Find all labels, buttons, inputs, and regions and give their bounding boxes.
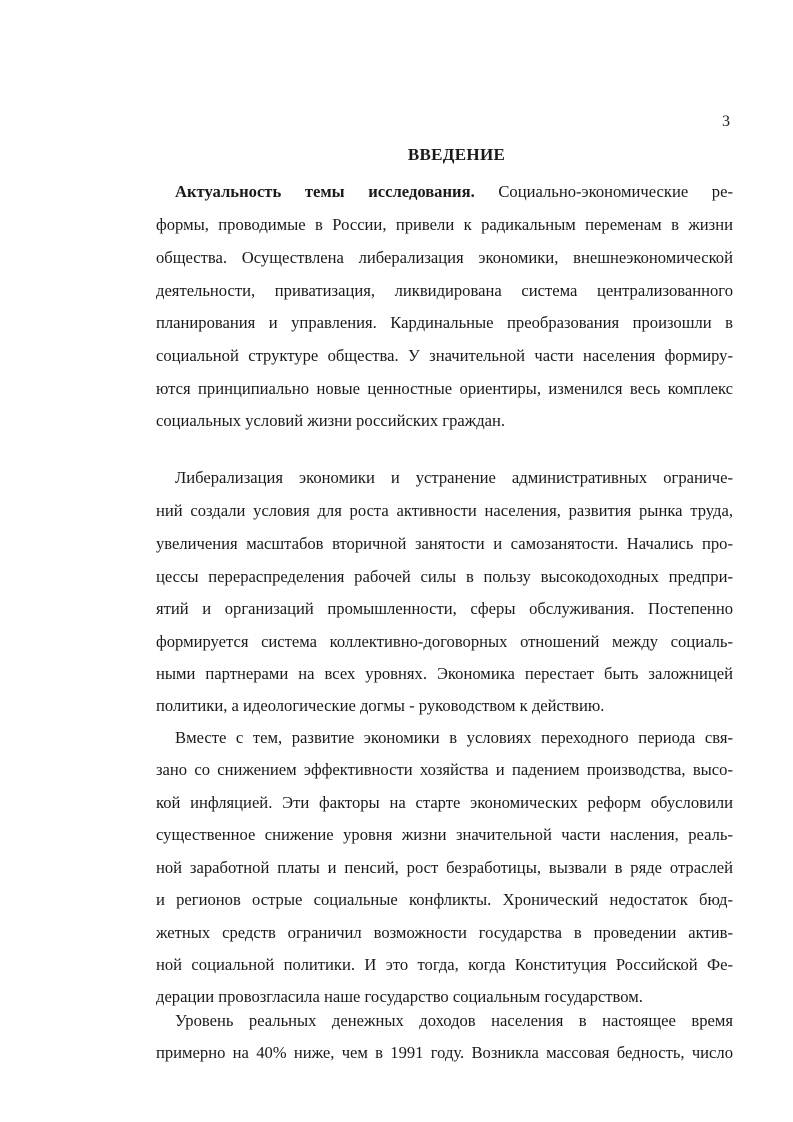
line-text: дерации провозгласила наше государство социальным государством. — [156, 987, 643, 1006]
line-text: формы, проводимые в России, привели к радикальным переменам в жизни — [156, 215, 733, 234]
text-line — [156, 631, 733, 653]
line-text: жетных средств ограничил возможности государства в проведении актив- — [156, 923, 733, 942]
line-text: общества. Осуществлена либерализация экономики, внешнеэкономической — [156, 248, 733, 267]
page-number: 3 — [722, 113, 730, 130]
line-text: ной заработной платы и пенсий, рост безработицы, вызвали в ряде отраслей — [156, 858, 733, 877]
text-line — [156, 247, 733, 269]
text-line — [156, 824, 733, 846]
section-heading: ВВЕДЕНИЕ — [407, 145, 506, 164]
text-line — [156, 378, 733, 400]
line-text: Социально-экономические ре- — [498, 182, 733, 201]
text-line — [175, 181, 733, 203]
line-text: Либерализация экономики и устранение административных ограниче- — [175, 468, 733, 487]
line-text: цессы перераспределения рабочей силы в пользу высокодоходных предпри- — [156, 567, 733, 586]
text-line — [156, 533, 733, 555]
line-text: социальной структуре общества. У значительной части населения формиру- — [156, 346, 733, 365]
line-text: ной социальной политики. И это тогда, когда Конституция Российской Фе- — [156, 955, 733, 974]
line-text: ний создали условия для роста активности населения, развития рынка труда, — [156, 501, 733, 520]
line-text: деятельности, приватизация, ликвидирована система централизованного — [156, 281, 733, 300]
line-text: Вместе с тем, развитие экономики в условиях переходного периода свя- — [175, 728, 733, 747]
text-line — [156, 663, 733, 685]
line-text: увеличения масштабов вторичной занятости и самозанятости. Начались про- — [156, 534, 733, 553]
text-line — [156, 312, 733, 334]
line-text: ятий и организаций промышленности, сферы обслуживания. Постепенно — [156, 599, 733, 618]
text-line — [156, 214, 733, 236]
line-text: социальных условий жизни российских граждан. — [156, 411, 506, 430]
text-line — [156, 280, 733, 302]
text-line — [175, 467, 733, 489]
text-line — [156, 922, 733, 944]
line-text: планирования и управления. Кардинальные преобразования произошли в — [156, 313, 733, 332]
text-line — [156, 889, 733, 911]
line-text: существенное снижение уровня жизни значительной части насления, реаль- — [156, 825, 733, 844]
section-lead-bold: Актуальность темы исследования. — [175, 182, 475, 201]
line-text: ными партнерами на всех уровнях. Экономика перестает быть заложницей — [156, 664, 733, 683]
text-line — [156, 566, 733, 588]
line-text: политики, а идеологические догмы - руководством к действию. — [156, 696, 605, 715]
text-line — [175, 727, 733, 749]
text-line — [156, 345, 733, 367]
line-text: и регионов острые социальные конфликты. Хронический недостаток бюд- — [156, 890, 733, 909]
text-line — [156, 954, 733, 976]
text-line — [156, 1042, 733, 1064]
text-line — [156, 857, 733, 879]
line-text: ются принципиально новые ценностные ориентиры, изменился весь комплекс — [156, 379, 733, 398]
line-text: Уровень реальных денежных доходов населения в настоящее время — [175, 1011, 733, 1030]
line-text: зано со снижением эффективности хозяйства и падением производства, высо- — [156, 760, 733, 779]
line-text: примерно на 40% ниже, чем в 1991 году. Возникла массовая бедность, число — [156, 1043, 733, 1062]
text-line — [156, 792, 733, 814]
text-line — [156, 695, 733, 717]
line-text: кой инфляцией. Эти факторы на старте экономических реформ обусловили — [156, 793, 733, 812]
text-line — [156, 598, 733, 620]
text-line — [156, 410, 733, 432]
text-line — [156, 759, 733, 781]
line-text: формируется система коллективно-договорных отношений между социаль- — [156, 632, 733, 651]
text-line — [175, 1010, 733, 1032]
text-line — [156, 500, 733, 522]
text-line — [156, 986, 733, 1008]
